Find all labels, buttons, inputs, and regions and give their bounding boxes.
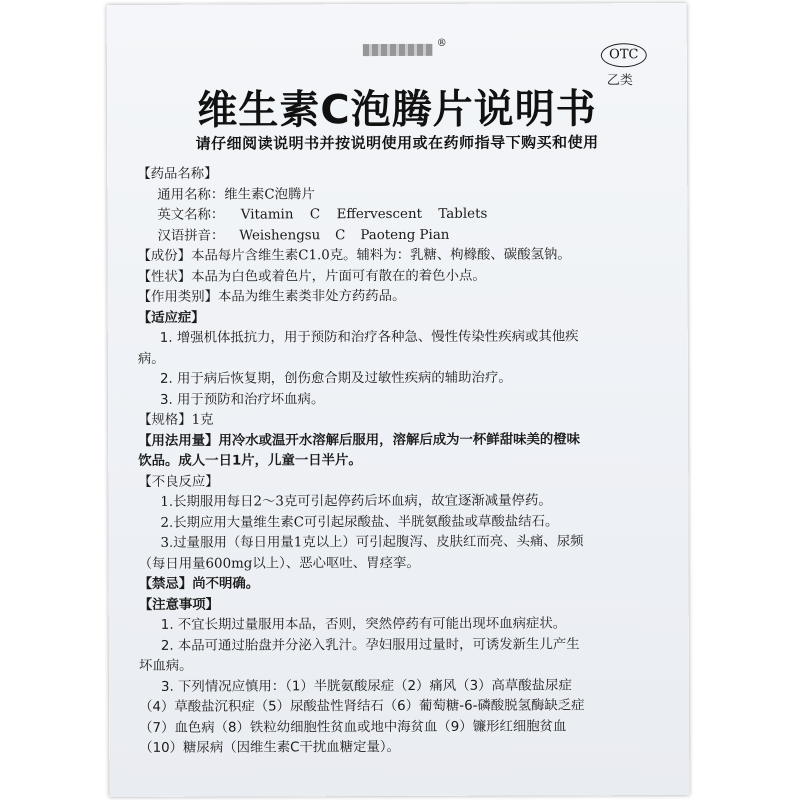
section-heading-name: 【药品名称】 bbox=[137, 166, 218, 182]
leaflet-body bbox=[137, 163, 659, 759]
composition: 【成份】本品每片含维生素C1.0克。辅料为：乳糖、枸橼酸、碳酸氢钠。 bbox=[137, 247, 571, 264]
section-heading-adverse: 【不良反应】 bbox=[138, 474, 219, 490]
document-title: 维生素C泡腾片说明书 bbox=[197, 86, 597, 134]
indication-item: 2. 用于病后恢复期，创伤愈合期及过敏性疾病的辅助治疗。 bbox=[159, 370, 512, 387]
precaution-item-continued: （7）血色病（8）铁粒幼细胞性贫血或地中海贫血（9）镰形红细胞贫血 bbox=[139, 718, 567, 736]
dosage-line: 【用法用量】用冷水或温开水溶解后服用，溶解后成为一杯鲜甜味美的橙味 bbox=[138, 431, 581, 449]
english-name bbox=[137, 205, 487, 227]
dosage-line: 饮品。成人一日1片，儿童一日半片。 bbox=[138, 453, 362, 469]
pinyin-label: 汉语拼音： bbox=[157, 228, 225, 244]
adverse-item-continued: （每日用量600mg以上）、恶心呕吐、胃痉挛。 bbox=[138, 555, 420, 572]
section-heading-indications: 【适应症】 bbox=[137, 310, 205, 326]
otc-badge: OTC bbox=[601, 43, 647, 67]
pinyin-word: Weishengsu bbox=[239, 227, 321, 244]
registered-trademark-mark: ® bbox=[436, 37, 447, 49]
precaution-item: 1. 不宜长期过量服用本品，否则，突然停药有可能出现坏血病症状。 bbox=[160, 616, 567, 633]
english-name-label: 英文名称： bbox=[157, 207, 225, 223]
brand-logo-redacted bbox=[363, 44, 433, 56]
indication-item: 3. 用于预防和治疗坏血病。 bbox=[159, 391, 325, 408]
adverse-item: 1.长期服用每日2～3克可引起停药后坏血病，故宜逐渐减量停药。 bbox=[160, 493, 552, 510]
precaution-item: 2. 本品可通过胎盘并分泌入乳汁。孕妇服用过量时，可诱发新生儿产生 bbox=[160, 636, 580, 654]
category: 【作用类别】本品为维生素类非处方药药品。 bbox=[137, 288, 406, 305]
pinyin-word: C bbox=[335, 227, 346, 243]
precaution-item-continued: （4）草酸盐沉积症（5）尿酸盐性肾结石（6）葡萄糖-6-磷酸脱氢酶缺乏症 bbox=[139, 698, 585, 715]
pinyin-word: Paoteng Pian bbox=[360, 227, 450, 243]
spec: 【规格】1克 bbox=[138, 412, 214, 428]
contraindications: 【禁忌】尚不明确。 bbox=[138, 576, 260, 592]
precaution-item-continued: 坏血病。 bbox=[138, 658, 193, 674]
adverse-item: 2.长期应用大量维生素C可引起尿酸盐、半胱氨酸盐或草酸盐结石。 bbox=[160, 513, 559, 531]
indication-item: 1. 增强机体抵抗力，用于预防和治疗各种急、慢性传染性疾病或其他疾 bbox=[159, 329, 579, 346]
instruction-leaflet bbox=[107, 3, 690, 797]
precaution-item-continued: （10）糖尿病（因维生素C干扰血糖定量）。 bbox=[139, 739, 400, 756]
english-name-word: C bbox=[309, 207, 321, 223]
precaution-item: 3. 下列情况应慎用：（1）半胱氨酸尿症（2）痛风（3）高草酸盐尿症 bbox=[160, 677, 572, 695]
document-subtitle: 请仔细阅读说明书并按说明使用或在药师指导下购买和使用 bbox=[195, 133, 599, 153]
english-name-word: Tablets bbox=[438, 206, 488, 222]
english-name-word: Vitamin bbox=[240, 207, 294, 223]
indication-item-continued: 病。 bbox=[137, 351, 165, 367]
otc-class-label: 乙类 bbox=[606, 73, 633, 89]
english-name-word: Effervescent bbox=[336, 206, 422, 223]
appearance: 【性状】本品为白色或着色片，片面可有散在的着色小点。 bbox=[137, 268, 486, 285]
section-heading-precautions: 【注意事项】 bbox=[138, 597, 220, 613]
pinyin-name bbox=[137, 225, 449, 247]
generic-name: 通用名称：维生素C泡腾片 bbox=[157, 186, 315, 203]
adverse-item: 3.过量服用（每日用量1克以上）可引起腹泻、皮肤红而亮、头痛、尿频 bbox=[160, 534, 584, 551]
